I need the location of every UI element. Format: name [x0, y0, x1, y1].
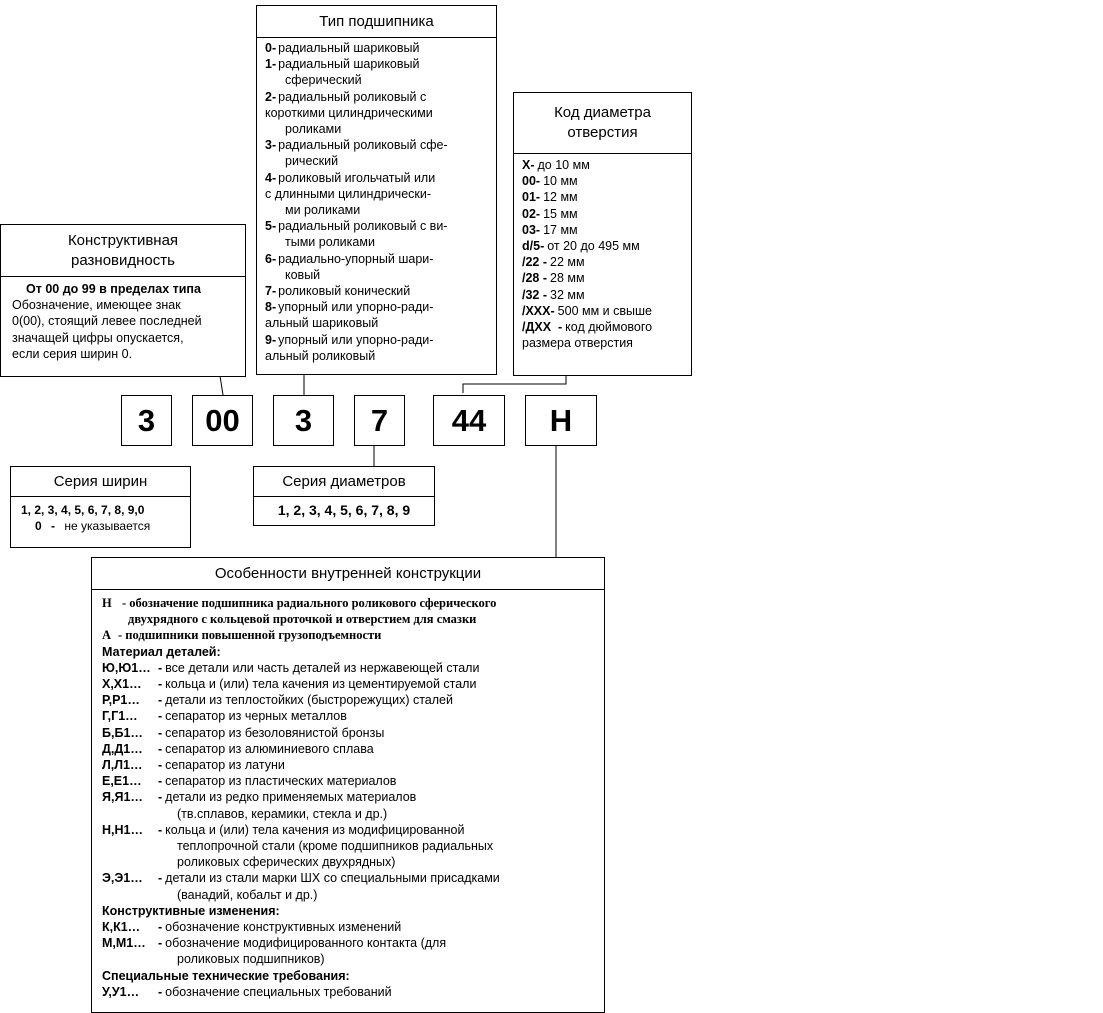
- design-change-item-row: [102, 919, 598, 935]
- material-item-row: [102, 741, 598, 757]
- bearing-type-row: [265, 251, 490, 267]
- bore-code-key: /ДXX: [522, 320, 552, 335]
- internal-design-h-row: [102, 595, 598, 611]
- special-requirements-heading: Специальные технические требования:: [102, 968, 350, 983]
- material-item-key: Е,Е1…: [102, 774, 142, 789]
- material-item-key: Б,Б1…: [102, 725, 143, 740]
- bore-code-row: [522, 319, 685, 335]
- material-item-text: сепаратор из безоловянистой бронзы: [165, 725, 385, 740]
- bore-code-text: 15 мм: [543, 206, 578, 221]
- bearing-type-text: тыми роликами: [285, 235, 375, 250]
- bearing-type-code: 0: [265, 41, 272, 55]
- bearing-type-text: ми роликами: [285, 203, 361, 218]
- bearing-type-row: [265, 105, 490, 121]
- bore-code-sep: -: [539, 255, 548, 270]
- bearing-type-text: с длинными цилиндрически-: [265, 186, 432, 201]
- diameter-series-box: [253, 466, 435, 526]
- material-item-row: [102, 660, 598, 676]
- bearing-type-list: [257, 38, 496, 364]
- bore-code-sep: -: [535, 222, 541, 237]
- internal-design-h-code: Н: [102, 596, 112, 610]
- material-item-dash: -: [158, 660, 163, 675]
- material-item-text: сепаратор из латуни: [165, 758, 285, 773]
- bearing-type-box: [256, 5, 497, 375]
- bore-code-sep: -: [551, 320, 563, 335]
- bore-code-sep: -: [530, 158, 535, 172]
- bearing-type-text: роликовый игольчатый или: [278, 170, 436, 185]
- bearing-type-dash: -: [271, 300, 277, 315]
- bearing-type-text: ковый: [285, 267, 321, 282]
- bore-code-text: 500 мм и свыше: [557, 303, 652, 318]
- material-item-row: [102, 789, 598, 805]
- bore-code-key: d/5: [522, 239, 541, 254]
- bore-code-sep: -: [550, 303, 555, 318]
- material-item-key: Э,Э1…: [102, 871, 143, 886]
- design-change-item-text: обозначение конструктивных изменений: [165, 920, 402, 935]
- design-change-item-row: [102, 935, 598, 951]
- bearing-type-row: [265, 267, 490, 283]
- bearing-type-dash: -: [271, 89, 277, 104]
- internal-design-a-line: - подшипники повышенной грузоподъемности: [118, 628, 382, 643]
- design-changes-list: [102, 919, 598, 968]
- bearing-type-code: 8: [265, 300, 272, 315]
- bore-code-key: /22: [522, 255, 540, 270]
- connector-bore: [463, 375, 566, 393]
- bore-code-text: код дюймового: [565, 320, 653, 335]
- bearing-type-code: 4: [265, 170, 272, 185]
- bore-code-sep: -: [539, 287, 548, 302]
- bore-code-key: 00: [522, 174, 536, 189]
- bearing-type-text: радиальный шариковый: [278, 41, 420, 55]
- bore-code-text: 10 мм: [543, 174, 578, 189]
- code-bore-diameter: 44: [433, 395, 505, 446]
- material-item-text: детали из стали марки ШХ со специальными присадками: [165, 871, 500, 886]
- design-change-item-dash: -: [158, 920, 163, 935]
- bearing-type-dash: -: [271, 284, 277, 299]
- design-variety-line: если серия ширин 0.: [12, 346, 133, 361]
- bore-code-sep: -: [535, 190, 541, 205]
- material-item-row: [102, 806, 598, 822]
- material-item-dash: -: [158, 725, 163, 740]
- bore-code-text: 28 мм: [550, 271, 585, 286]
- design-change-item-key: М,М1…: [102, 936, 146, 951]
- special-requirements-list: [102, 984, 598, 1000]
- bearing-type-text: радиальный роликовый сфе-: [278, 138, 448, 153]
- bearing-type-dash: -: [271, 41, 277, 55]
- width-series-zero-code: 0: [35, 519, 42, 534]
- material-item-text: сепаратор из черных металлов: [165, 709, 347, 724]
- design-variety-line: 0(00), стоящий левее последней: [12, 314, 202, 329]
- bearing-type-title: Тип подшипника: [257, 6, 496, 38]
- bearing-type-row: [265, 56, 490, 72]
- bore-code-text: до 10 мм: [537, 158, 590, 172]
- material-item-row: [102, 692, 598, 708]
- material-item-dash: -: [158, 677, 163, 692]
- material-item-key: Л,Л1…: [102, 758, 143, 773]
- design-variety-body: [1, 277, 245, 362]
- bearing-type-row: [265, 283, 490, 299]
- bearing-type-row: [265, 218, 490, 234]
- design-change-item-row: [102, 951, 598, 967]
- bearing-type-row: [265, 315, 490, 331]
- bearing-type-text: упорный или упорно-ради-: [278, 332, 434, 347]
- bore-code-row: [522, 287, 685, 303]
- design-change-item-text: роликовых подшипников): [177, 952, 325, 967]
- material-item-text: сепаратор из пластических материалов: [165, 774, 397, 789]
- design-change-item-dash: -: [158, 936, 163, 951]
- material-item-row: [102, 757, 598, 773]
- bearing-type-row: [265, 89, 490, 105]
- material-item-row: [102, 708, 598, 724]
- material-item-key: Д,Д1…: [102, 741, 143, 756]
- bearing-type-text: альный роликовый: [265, 348, 376, 363]
- bore-code-key: /XXX: [522, 303, 551, 318]
- bore-code-text: 12 мм: [543, 190, 578, 205]
- special-requirement-item-row: [102, 984, 598, 1000]
- bore-code-sep: -: [535, 206, 541, 221]
- bearing-type-row: [265, 348, 490, 364]
- bearing-type-text: альный шариковый: [265, 316, 379, 331]
- code-diameter-series: 7: [354, 395, 405, 446]
- design-variety-title-line1: Конструктивная: [67, 231, 179, 249]
- bearing-type-text: короткими цилиндрическими: [265, 105, 433, 120]
- diameter-series-values: 1, 2, 3, 4, 5, 6, 7, 8, 9: [277, 502, 411, 518]
- diameter-series-body: [254, 497, 434, 518]
- material-item-key: Р,Р1…: [102, 693, 140, 708]
- material-item-text: детали из теплостойких (быстрорежущих) сталей: [165, 693, 453, 708]
- bearing-type-text: рический: [285, 154, 339, 169]
- bore-code-row: [522, 222, 685, 238]
- internal-design-title: Особенности внутренней конструкции: [92, 558, 604, 590]
- bearing-type-text: радиальный роликовый с: [278, 89, 427, 104]
- material-item-text: роликовых сферических двухрядных): [177, 855, 396, 870]
- internal-design-body: [92, 590, 604, 1000]
- material-item-dash: -: [158, 822, 163, 837]
- width-series-zero-text: не указывается: [64, 519, 151, 534]
- width-series-values: 1, 2, 3, 4, 5, 6, 7, 8, 9,0: [21, 503, 145, 517]
- bearing-type-code: 7: [265, 284, 272, 299]
- bore-code-row: [522, 157, 685, 173]
- code-width-series: 3: [121, 395, 172, 446]
- bearing-type-text: радиальный роликовый с ви-: [278, 219, 448, 234]
- material-item-row: [102, 887, 598, 903]
- bore-code-row: [522, 303, 685, 319]
- material-item-key: Н,Н1…: [102, 822, 143, 837]
- material-item-text: кольца и (или) тела качения из модифицированной: [165, 822, 465, 837]
- code-bearing-type: 3: [273, 395, 334, 446]
- materials-heading: Материал деталей:: [102, 644, 221, 659]
- material-item-dash: -: [158, 758, 163, 773]
- bore-code-last-line: размера отверстия: [522, 336, 633, 351]
- diameter-series-title: Серия диаметров: [254, 467, 434, 497]
- material-item-text: сепаратор из алюминиевого сплава: [165, 741, 374, 756]
- bore-code-text: 17 мм: [543, 222, 578, 237]
- width-series-body: [11, 497, 190, 534]
- bore-code-title-line2: отверстия: [567, 124, 638, 141]
- bore-code-key: 02: [522, 206, 536, 221]
- material-item-dash: -: [158, 790, 163, 805]
- material-item-text: (ванадий, кобальт и др.): [177, 887, 318, 902]
- bearing-type-row: [265, 170, 490, 186]
- bore-code-text: 22 мм: [550, 255, 585, 270]
- connector-design: [220, 376, 223, 395]
- bearing-type-code: 9: [265, 332, 272, 347]
- bore-code-row: [522, 173, 685, 189]
- internal-design-a-code: А: [102, 628, 112, 643]
- bearing-type-dash: -: [271, 57, 277, 72]
- bore-code-row: [522, 270, 685, 286]
- bore-code-key: 03: [522, 222, 536, 237]
- bearing-type-text: радиальный шариковый: [278, 57, 420, 72]
- internal-design-a-row: [102, 627, 598, 643]
- bearing-type-row: [265, 153, 490, 169]
- bore-code-text: от 20 до 495 мм: [547, 239, 640, 254]
- bearing-type-text: роликами: [285, 122, 342, 137]
- code-design-variety: 00: [192, 395, 253, 446]
- bearing-type-row: [265, 332, 490, 348]
- width-series-box: [10, 466, 191, 548]
- bearing-type-code: 6: [265, 251, 272, 266]
- bearing-type-text: сферический: [285, 73, 362, 88]
- design-change-item-key: К,К1…: [102, 920, 141, 935]
- bearing-type-dash: -: [271, 170, 277, 185]
- material-item-row: [102, 725, 598, 741]
- bore-code-list: [514, 154, 691, 351]
- material-item-dash: -: [158, 774, 163, 789]
- material-item-row: [102, 773, 598, 789]
- bearing-type-dash: -: [271, 138, 277, 153]
- material-item-dash: -: [158, 693, 163, 708]
- bore-code-box: [513, 92, 692, 376]
- material-item-text: теплопрочной стали (кроме подшипников радиальных: [177, 839, 494, 854]
- width-series-title: Серия ширин: [11, 467, 190, 497]
- bearing-type-code: 5: [265, 219, 272, 234]
- bore-code-sep: -: [539, 271, 548, 286]
- bore-code-key: X: [522, 158, 531, 172]
- material-item-row: [102, 822, 598, 838]
- bore-code-sep: -: [540, 239, 545, 254]
- design-variety-title-line2: разновидность: [71, 251, 175, 269]
- width-series-zero-row: [21, 518, 184, 534]
- bore-code-key: /32: [522, 287, 540, 302]
- bearing-type-code: 1: [265, 57, 272, 72]
- design-variety-box: [0, 224, 246, 377]
- bearing-type-row: [265, 202, 490, 218]
- material-item-row: [102, 838, 598, 854]
- special-requirement-item-text: обозначение специальных требований: [165, 984, 392, 999]
- bore-code-row: [522, 189, 685, 205]
- material-item-dash: -: [158, 871, 163, 886]
- material-item-key: Я,Я1…: [102, 790, 143, 805]
- bore-code-row: [522, 206, 685, 222]
- bearing-type-text: упорный или упорно-ради-: [278, 300, 434, 315]
- design-variety-line: значащей цифры опускается,: [12, 330, 184, 345]
- bearing-type-row: [265, 121, 490, 137]
- special-requirement-item-dash: -: [158, 984, 163, 999]
- bearing-type-dash: -: [271, 332, 277, 347]
- bore-code-row: [522, 238, 685, 254]
- bearing-type-row: [265, 234, 490, 250]
- materials-list: [102, 660, 598, 903]
- design-variety-subtitle: От 00 до 99 в пределах типа: [26, 282, 201, 296]
- internal-design-box: [91, 557, 605, 1013]
- material-item-text: детали из редко применяемых материалов: [165, 790, 417, 805]
- bearing-type-dash: -: [271, 219, 277, 234]
- design-changes-heading: Конструктивные изменения:: [102, 903, 280, 918]
- width-series-zero-sep: -: [51, 519, 56, 534]
- bearing-type-row: [265, 299, 490, 315]
- design-change-item-text: обозначение модифицированного контакта (для: [165, 936, 447, 951]
- bore-code-title-line1: Код диаметра: [554, 104, 651, 121]
- material-item-text: все детали или часть деталей из нержавеющей стали: [165, 660, 480, 675]
- material-item-row: [102, 854, 598, 870]
- material-item-text: кольца и (или) тела качения из цементируемой стали: [165, 677, 477, 692]
- bearing-type-row: [265, 186, 490, 202]
- bearing-type-text: радиально-упорный шари-: [278, 251, 434, 266]
- bore-code-key: /28: [522, 271, 540, 286]
- material-item-key: Г,Г1…: [102, 709, 138, 724]
- special-requirement-item-key: У,У1…: [102, 984, 140, 999]
- bore-code-sep: -: [535, 174, 541, 189]
- bearing-type-code: 3: [265, 138, 272, 153]
- bearing-type-dash: -: [271, 251, 277, 266]
- design-variety-line: Обозначение, имеющее знак: [12, 298, 181, 313]
- material-item-dash: -: [158, 741, 163, 756]
- bore-code-title: [514, 93, 691, 154]
- bearing-type-row: [265, 72, 490, 88]
- code-internal-feature: Н: [525, 395, 597, 446]
- bearing-type-text: роликовый конический: [278, 284, 411, 299]
- material-item-dash: -: [158, 709, 163, 724]
- bearing-type-row: [265, 40, 490, 56]
- material-item-row: [102, 870, 598, 886]
- material-item-text: (тв.сплавов, керамики, стекла и др.): [177, 806, 388, 821]
- bore-code-row: [522, 254, 685, 270]
- bore-code-key: 01: [522, 190, 536, 205]
- design-variety-title: [1, 225, 245, 277]
- bearing-type-code: 2: [265, 89, 272, 104]
- bore-code-text: 32 мм: [550, 287, 585, 302]
- bearing-type-row: [265, 137, 490, 153]
- material-item-key: Х,Х1…: [102, 677, 142, 692]
- internal-design-h-line1: - обозначение подшипника радиального роликового сферического: [122, 596, 497, 610]
- material-item-row: [102, 676, 598, 692]
- internal-design-h-line2: двухрядного с кольцевой проточкой и отверстием для смазки: [128, 612, 477, 627]
- material-item-key: Ю,Ю1…: [102, 660, 151, 675]
